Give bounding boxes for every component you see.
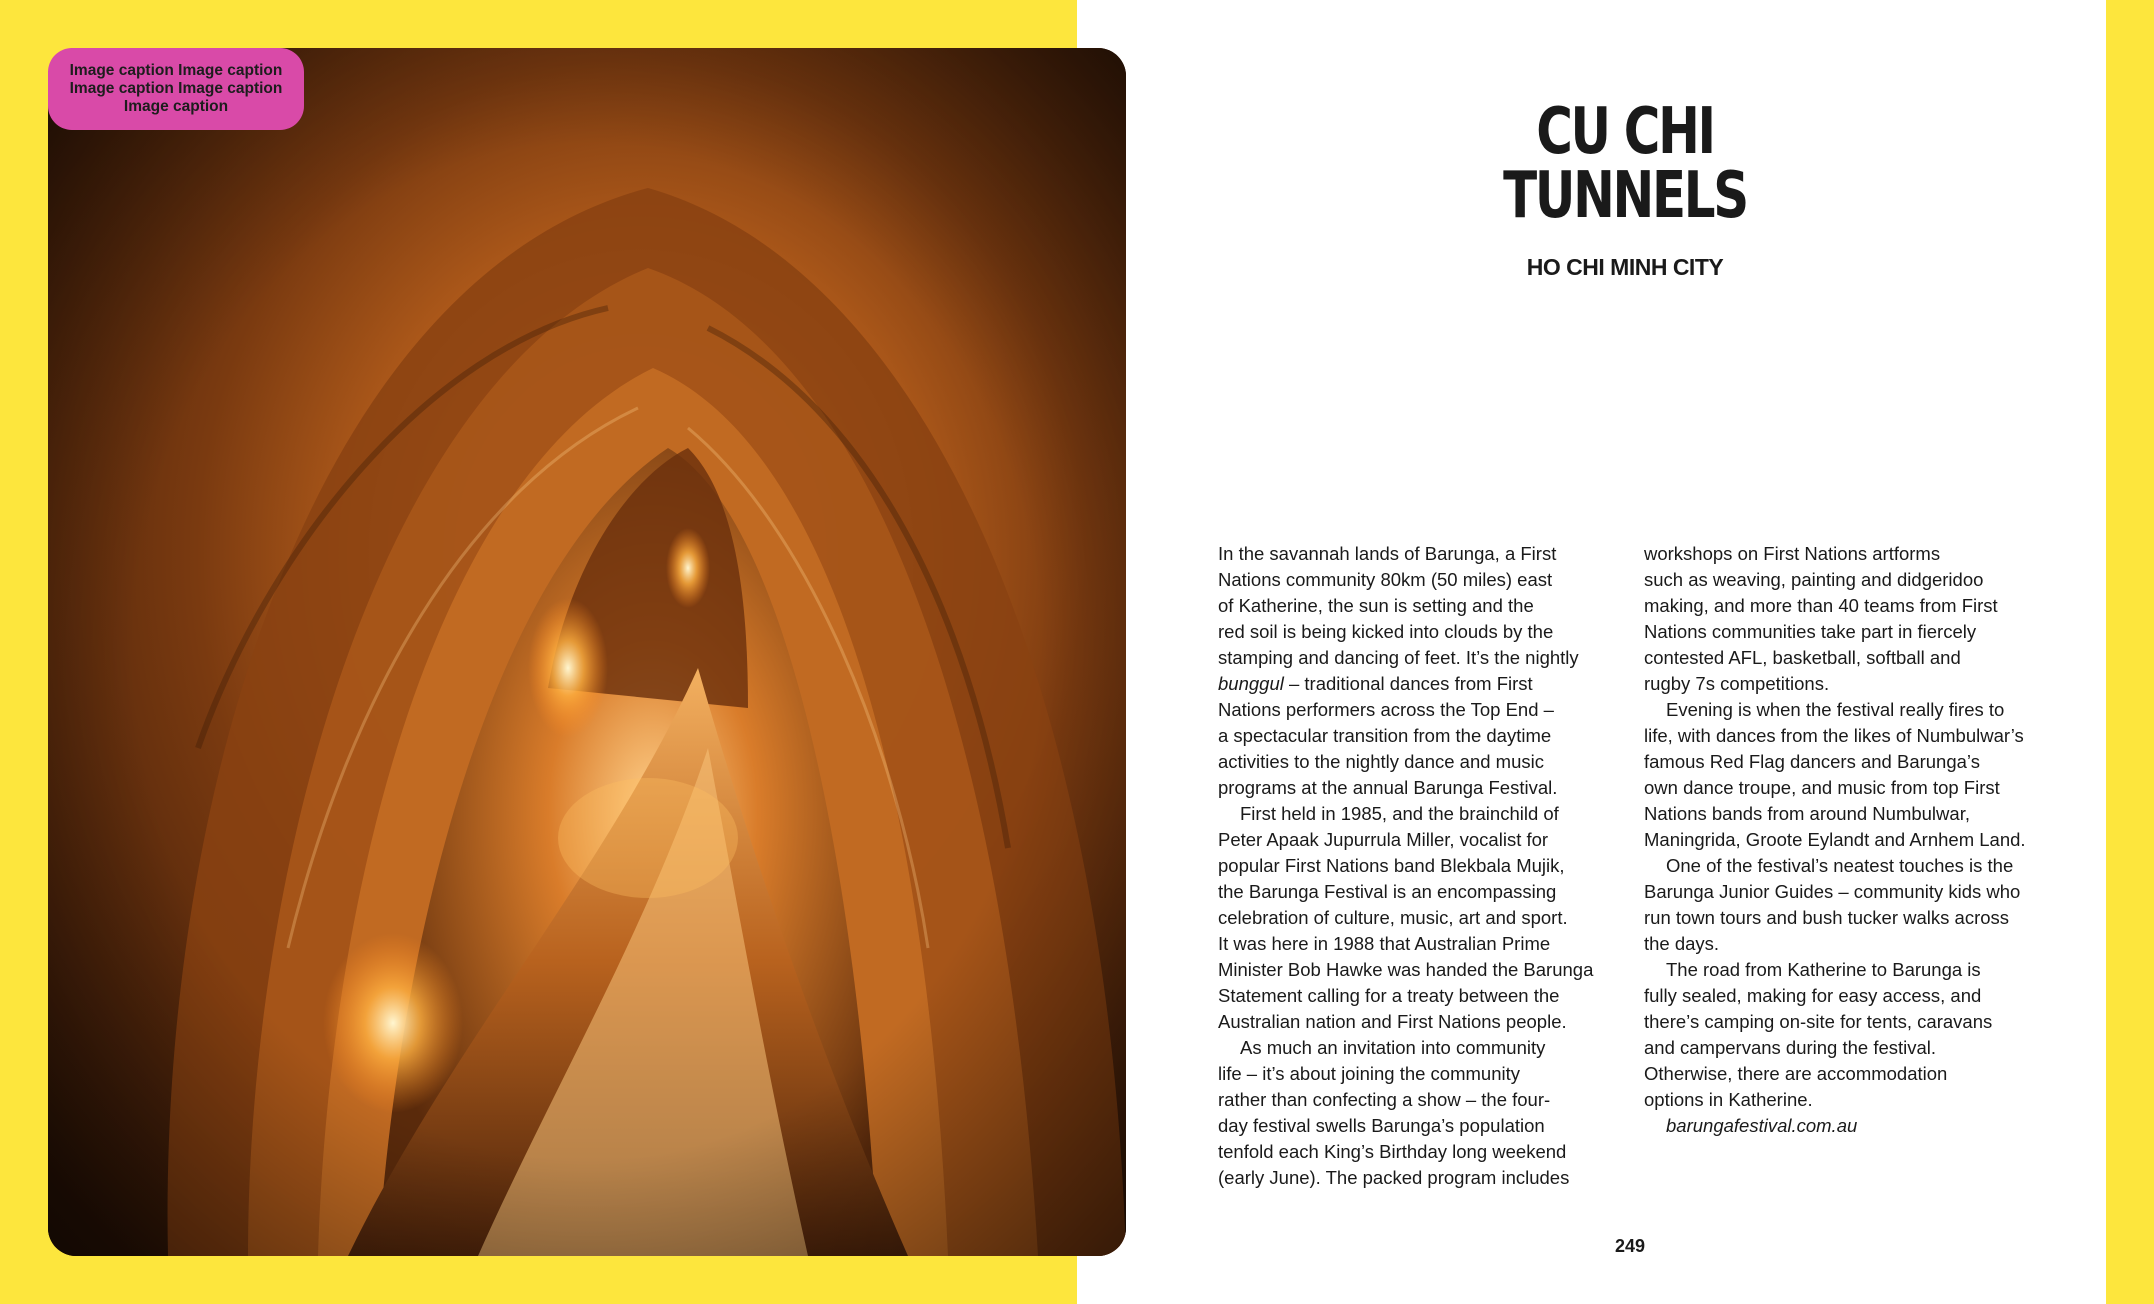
text-line: contested AFL, basketball, softball and (1644, 647, 1961, 668)
text-line: options in Katherine. (1644, 1089, 1813, 1110)
text-line: Evening is when the festival really fires to (1666, 699, 2005, 720)
text-line: tenfold each King’s Birthday long weekend (1218, 1141, 1567, 1162)
text-line: day festival swells Barunga’s population (1218, 1115, 1545, 1136)
text-line: activities to the nightly dance and music (1218, 751, 1544, 772)
text-line: red soil is being kicked into clouds by the (1218, 621, 1554, 642)
text-line: celebration of culture, music, art and sport. (1218, 907, 1568, 928)
text-line: life – it’s about joining the community (1218, 1063, 1520, 1084)
text-line: and campervans during the festival. (1644, 1037, 1937, 1058)
text-line: Nations communities take part in fiercely (1644, 621, 1977, 642)
text-line: the days. (1644, 933, 1720, 954)
body-column-1 (1218, 541, 1638, 1191)
text-line: In the savannah lands of Barunga, a First (1218, 543, 1557, 564)
text-line: workshops on First Nations artforms (1644, 543, 1941, 564)
website-link[interactable]: barungafestival.com.au (1666, 1115, 1858, 1136)
page-title (1481, 95, 1770, 233)
text-line (1218, 671, 1638, 697)
body-column-2 (1644, 541, 2064, 1139)
text-line: a spectacular transition from the daytime (1218, 725, 1552, 746)
text-line: stamping and dancing of feet. It’s the nightly (1218, 647, 1579, 668)
text-line: making, and more than 40 teams from First (1644, 595, 1998, 616)
page-subtitle: HO CHI MINH CITY (1526, 254, 1724, 280)
text-line: such as weaving, painting and didgeridoo (1644, 569, 1984, 590)
text-line: own dance troupe, and music from top First (1644, 777, 2000, 798)
text-line: Minister Bob Hawke was handed the Barunga (1218, 959, 1594, 980)
text-line: Otherwise, there are accommodation (1644, 1063, 1948, 1084)
text-line: famous Red Flag dancers and Barunga’s (1644, 751, 1980, 772)
text-line: programs at the annual Barunga Festival. (1218, 777, 1558, 798)
text-line: Nations bands from around Numbulwar, (1644, 803, 1970, 824)
text-line: Australian nation and First Nations people. (1218, 1011, 1567, 1032)
text-line: run town tours and bush tucker walks across (1644, 907, 2010, 928)
italic-term: bunggul (1218, 673, 1284, 694)
text-line: First held in 1985, and the brainchild of (1240, 803, 1559, 824)
text-line: there’s camping on-site for tents, caravans (1644, 1011, 1993, 1032)
text-line: Peter Apaak Jupurrula Miller, vocalist for (1218, 829, 1549, 850)
title-line-1: CU CHI (1536, 95, 1714, 169)
text-line: popular First Nations band Blekbala Mujik, (1218, 855, 1565, 876)
text-line: (early June). The packed program includes (1218, 1167, 1570, 1188)
text-line: of Katherine, the sun is setting and the (1218, 595, 1534, 616)
text-line: rather than confecting a show – the four- (1218, 1089, 1551, 1110)
text-line: Statement calling for a treaty between the (1218, 985, 1560, 1006)
text-line: the Barunga Festival is an encompassing (1218, 881, 1557, 902)
text-line: As much an invitation into community (1240, 1037, 1546, 1058)
page-number: 249 (1614, 1236, 1646, 1256)
right-page-yellow-edge (2106, 0, 2154, 1304)
text-line: Maningrida, Groote Eylandt and Arnhem Land. (1644, 829, 2026, 850)
text-line: It was here in 1988 that Australian Prime (1218, 933, 1551, 954)
tunnel-illustration (48, 48, 1126, 1256)
text-line: fully sealed, making for easy access, and (1644, 985, 1982, 1006)
text-line: life, with dances from the likes of Numbulwar’s (1644, 725, 2024, 746)
text-line: Nations community 80km (50 miles) east (1218, 569, 1553, 590)
text-line: rugby 7s competitions. (1644, 673, 1830, 694)
text-line: One of the festival’s neatest touches is the (1666, 855, 2014, 876)
title-line-2: TUNNELS (1503, 159, 1747, 233)
tunnel-photo (48, 48, 1126, 1256)
text-line: Nations performers across the Top End – (1218, 699, 1554, 720)
text-line: The road from Katherine to Barunga is (1666, 959, 1981, 980)
image-caption-badge: Image caption Image caption Image caption Image caption Image caption (48, 48, 304, 130)
text-run: – traditional dances from First (1288, 673, 1533, 694)
text-line: Barunga Junior Guides – community kids who (1644, 881, 2021, 902)
